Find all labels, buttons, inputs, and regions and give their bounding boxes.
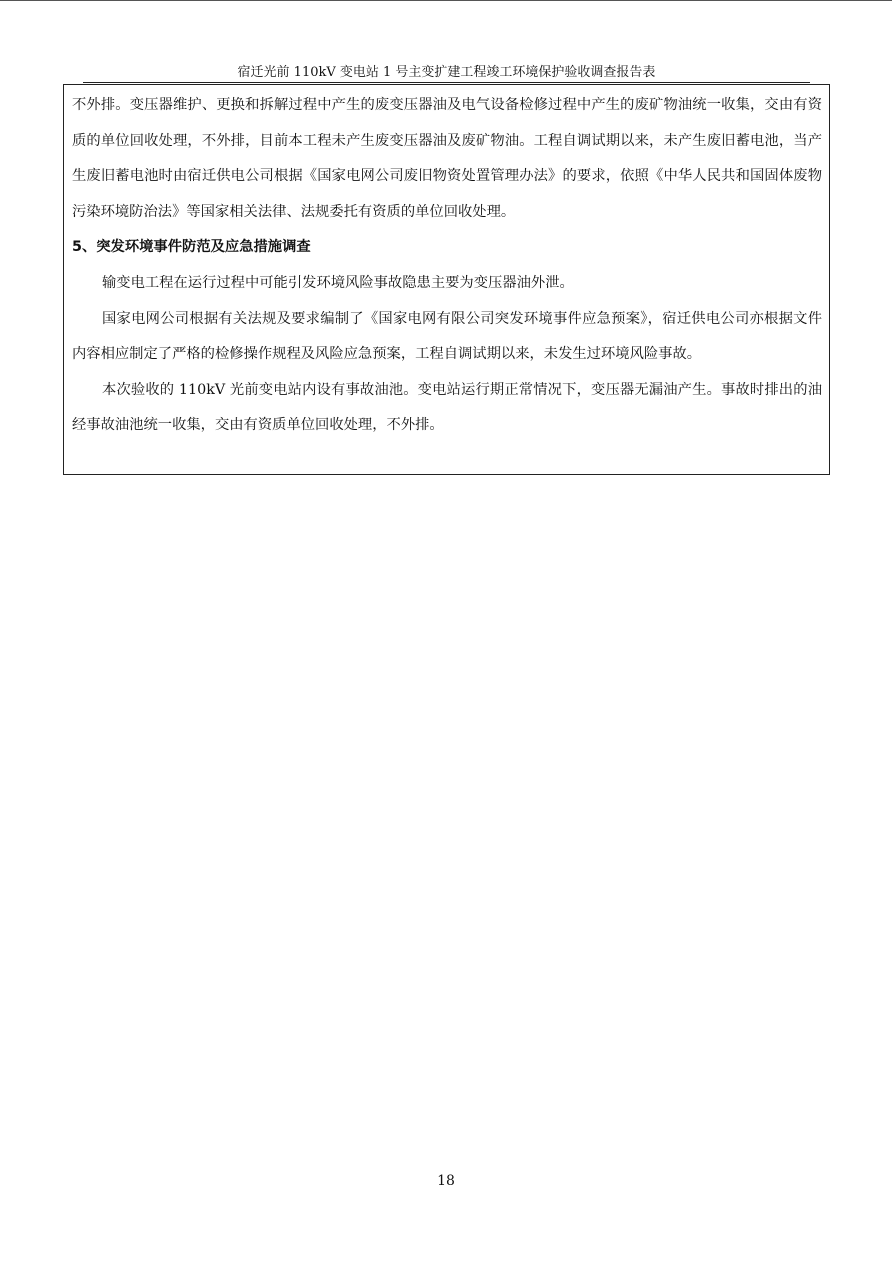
page-top-border [0,0,892,1]
content-table-cell [63,84,830,475]
paragraph-oil-pool: 本次验收的 110kV 光前变电站内设有事故油池。变电站运行期正常情况下，变压器无漏油产生。事故时排出的油经事故油池统一收集，交由有资质单位回收处理，不外排。 [72,381,822,434]
header-rule [83,82,810,83]
paragraph-risk-source: 输变电工程在运行过程中可能引发环境风险事故隐患主要为变压器油外泄。 [102,274,574,291]
content-body [72,88,822,444]
paragraph-emergency-plan: 国家电网公司根据有关法规及要求编制了《国家电网有限公司突发环境事件应急预案》，宿迁供电公司亦根据文件内容相应制定了严格的检修操作规程及风险应急预案，工程自调试期以来，未发生过环境风险事故。 [72,310,822,363]
section-heading-emergency: 5、突发环境事件防范及应急措施调查 [72,239,311,256]
page-number: 18 [437,1173,455,1189]
paragraph-waste-oil: 不外排。变压器维护、更换和拆解过程中产生的废变压器油及电气设备检修过程中产生的废矿物油统一收集，交由有资质的单位回收处理，不外排，目前本工程未产生废变压器油及废矿物油。工程自调试期以来，未产生废旧蓄电池，当产生废旧蓄电池时由宿迁供电公司根据《国家电网公司废旧物资处置管理办法》的要求，依照《中华人民共和国固体废物污染环境防治法》等国家相关法律、法规委托有资质的单位回收处理。 [72,97,822,220]
page-header-title: 宿迁光前 110kV 变电站 1 号主变扩建工程竣工环境保护验收调查报告表 [237,65,656,80]
